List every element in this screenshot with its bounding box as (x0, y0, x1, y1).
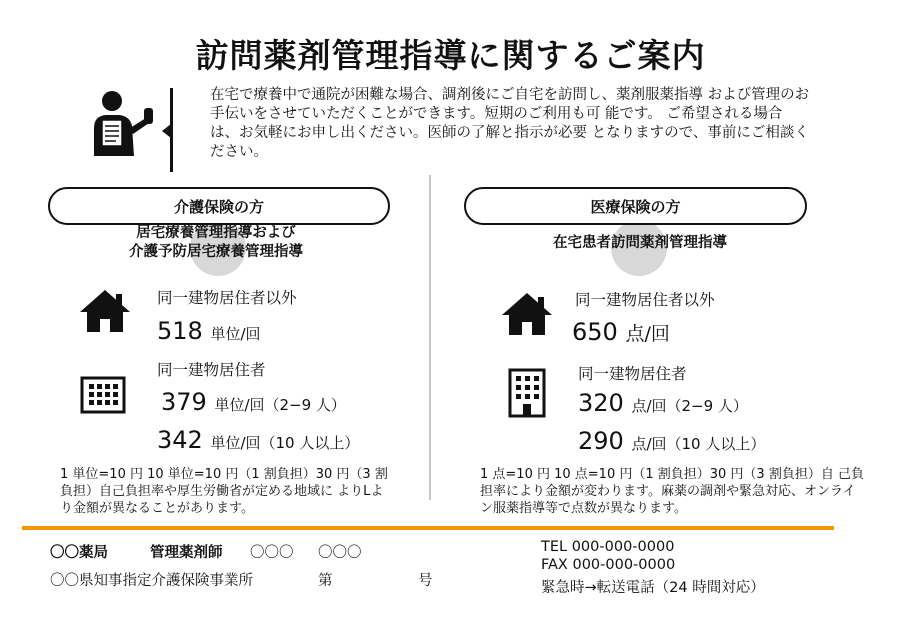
kaigo-row2-value (161, 388, 346, 416)
intro-pointer (162, 124, 171, 138)
iryo-note: 1 点=10 円 10 点=10 円（1 割負担）30 円（3 割負担）自 己負担率により金額が変わります。麻薬の調剤や緊急対応、オンライン服薬指導等で点数が異なります。 (480, 467, 864, 516)
house-icon (78, 288, 132, 334)
emergency-phone: 緊急時→転送電話（24 時間対応） (541, 580, 765, 596)
iryo-row1-number: 650 (572, 318, 618, 346)
iryo-row3-number: 290 (578, 427, 624, 455)
iryo-row2-label: 同一建物居住者 (578, 365, 687, 383)
iryo-row1-unit: 点/回 (625, 323, 670, 345)
building-icon (508, 368, 546, 418)
iryo-subheading: 在宅患者訪問薬剤管理指導 (553, 235, 727, 251)
iryo-row2-unit: 点/回（2−9 人） (631, 397, 748, 415)
house-icon (500, 291, 554, 337)
pharmacy-name: 〇〇薬局 (50, 545, 108, 561)
column-divider (429, 175, 431, 500)
kaigo-row1-label: 同一建物居住者以外 (157, 289, 297, 307)
kaigo-row3-unit: 単位/回（10 人以上） (210, 434, 360, 452)
kaigo-row1-value (157, 317, 261, 345)
kaigo-row3-value (157, 426, 359, 454)
kaigo-row2-label: 同一建物居住者 (157, 361, 266, 379)
iryo-header (464, 187, 807, 225)
kaigo-header (48, 187, 390, 225)
kaigo-row1-unit: 単位/回 (210, 325, 261, 343)
iryo-header-label: 医療保険の方 (590, 197, 681, 216)
iryo-row3-unit: 点/回（10 人以上） (631, 435, 766, 453)
intro-text: 在宅で療養中で通院が困難な場合、調剤後にご自宅を訪問し、薬剤服薬指導 および管理のお手伝いをさせていただくことができます。短期のご利用も可 能です。 ご希望される場合は、お気軽にお申し出ください。医師の了解と指示が必要 となりますので、事前にご相談ください。 (210, 87, 810, 160)
kaigo-row1-number: 518 (157, 317, 203, 345)
page-title: 訪問薬剤管理指導に関するご案内 (195, 36, 706, 75)
kaigo-row2-number: 379 (161, 388, 207, 416)
kaigo-row2-unit: 単位/回（2−9 人） (214, 396, 346, 414)
manager-label: 管理薬剤師 (150, 545, 223, 561)
iryo-row2-value (578, 389, 748, 417)
iryo-row2-number: 320 (578, 389, 624, 417)
pharmacist-icon (86, 88, 156, 158)
kaigo-note: 1 単位=10 円 10 単位=10 円（1 割負担）30 円（3 割負担）自己負担率や厚生労働省が定める地域に よりLより金額が異なることがあります。 (60, 467, 388, 516)
designation: 〇〇県知事指定介護保険事業所 (50, 573, 253, 589)
manager-name-2: 〇〇〇 (318, 545, 362, 561)
kaigo-subheading-line1: 居宅療養管理指導および (136, 225, 296, 241)
accent-divider (22, 526, 834, 530)
designation-go: 号 (418, 573, 433, 589)
designation-dai: 第 (318, 573, 333, 589)
kaigo-subheading (96, 224, 336, 262)
building-icon (80, 376, 126, 414)
kaigo-header-label: 介護保険の方 (173, 197, 264, 216)
manager-name-1: 〇〇〇 (250, 545, 294, 561)
iryo-row3-value (578, 427, 765, 455)
tel: TEL 000-000-0000 (541, 539, 675, 555)
iryo-row1-label: 同一建物居住者以外 (575, 291, 715, 309)
kaigo-subheading-line2: 介護予防居宅療養管理指導 (129, 244, 303, 260)
kaigo-row3-number: 342 (157, 426, 203, 454)
fax: FAX 000-000-0000 (541, 557, 676, 573)
iryo-row1-value (572, 318, 670, 346)
